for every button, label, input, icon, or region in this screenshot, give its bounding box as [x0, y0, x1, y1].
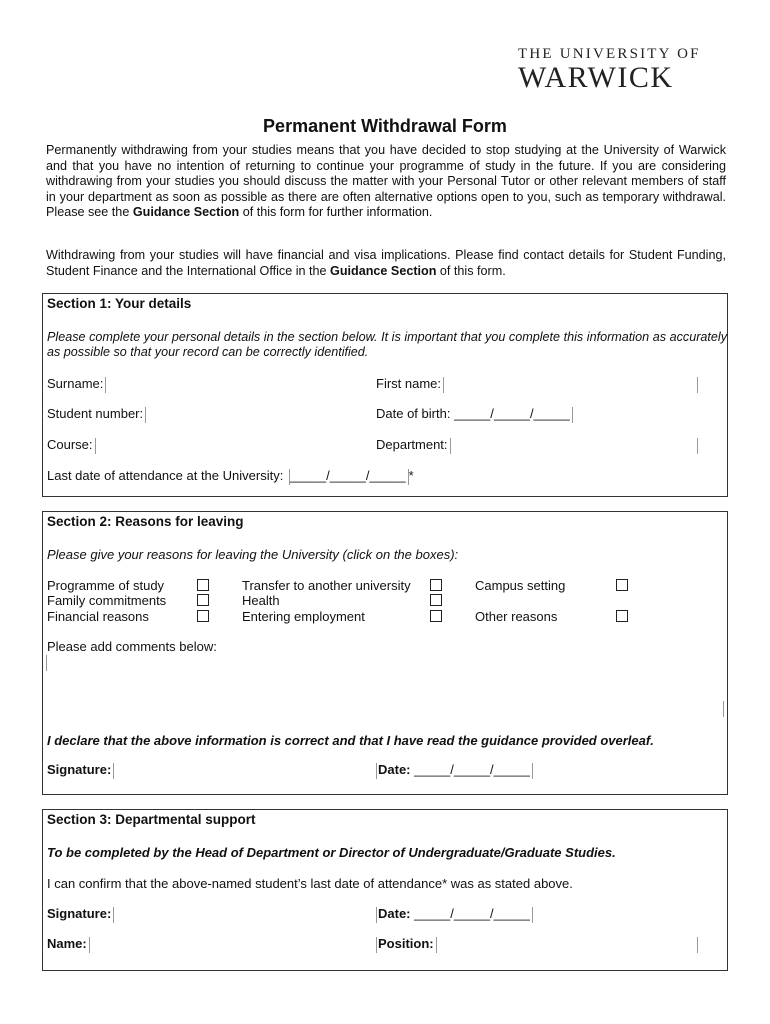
university-logo — [518, 46, 708, 93]
reason-employment-label: Entering employment — [242, 609, 365, 624]
section-3-position-input[interactable] — [436, 937, 437, 953]
reason-other-label: Other reasons — [475, 609, 558, 624]
reason-health-label: Health — [242, 593, 280, 608]
section-2-signature-label: Signature: — [47, 762, 114, 779]
department-label: Department: — [376, 437, 451, 454]
section-3-name-input[interactable] — [89, 937, 90, 953]
section-3-title: Section 3: Departmental support — [47, 812, 256, 827]
dob-label: Date of birth: _____/_____/_____ — [376, 406, 573, 423]
section-3-name-label: Name: — [47, 936, 90, 953]
section-3-box — [42, 809, 728, 971]
reason-family-label: Family commitments — [47, 593, 167, 608]
position-input-end — [697, 937, 698, 953]
intro-paragraph-1: Permanently withdrawing from your studies means that you have decided to stop studying at the University of Warwick and that you have no intention of returning to continue your programme of study in the future. If you are considering withdrawing from your studies you should discuss the matter with your Personal Tutor or other relevant members of staff in your department as soon as possible as there are often alternative options open to you, such as temporary withdrawal. Please see the Guidance Section of this form for further information. — [46, 143, 726, 219]
last-date-label: Last date of attendance at the University: _____/_____/_____ * — [47, 468, 414, 483]
reason-campus-label: Campus setting — [475, 578, 566, 593]
section-2-signature-input[interactable] — [113, 763, 114, 779]
reason-programme-label: Programme of study — [47, 578, 165, 593]
first-name-label: First name: — [376, 376, 444, 393]
section-1-box — [42, 293, 728, 497]
form-title: Permanent Withdrawal Form — [263, 116, 507, 136]
logo-main-text: WARWICK — [518, 61, 674, 94]
section-3-signature-label: Signature: — [47, 906, 114, 923]
section-3-position-label: Position: — [376, 936, 437, 953]
reason-transfer-label: Transfer to another university — [242, 578, 411, 593]
course-label: Course: — [47, 437, 96, 454]
reason-employment-checkbox[interactable] — [430, 610, 442, 622]
declaration-text: I declare that the above information is correct and that I have read the guidance provided overleaf. — [47, 733, 654, 748]
section-2-date-input[interactable]: _____/_____/_____ — [414, 762, 530, 777]
student-number-input[interactable] — [145, 407, 146, 423]
section-3-confirm-text: I can confirm that the above-named student’s last date of attendance* was as stated above. — [47, 876, 573, 891]
section-2-instructions: Please give your reasons for leaving the University (click on the boxes): — [47, 547, 459, 562]
section-2-date-label: Date: _____/_____/_____ — [376, 762, 533, 779]
section-3-date-label: Date: _____/_____/_____ — [376, 906, 533, 923]
surname-input[interactable] — [105, 377, 106, 393]
student-number-label: Student number: — [47, 406, 146, 423]
surname-label: Surname: — [47, 376, 106, 393]
section-3-signature-input[interactable] — [113, 907, 114, 923]
first-name-input[interactable] — [443, 377, 444, 393]
reason-financial-label: Financial reasons — [47, 609, 149, 624]
section-3-date-input[interactable]: _____/_____/_____ — [414, 906, 530, 921]
department-input-end — [697, 438, 698, 454]
intro-paragraph-2: Withdrawing from your studies will have financial and visa implications. Please find contact details for Student Funding, Student Finance and the International Office in the Guidance Section of this form. — [46, 248, 726, 278]
comments-textarea[interactable] — [46, 655, 726, 717]
last-date-input[interactable]: _____/_____/_____ — [289, 468, 406, 483]
reason-programme-checkbox[interactable] — [197, 579, 209, 591]
section-3-instructions: To be completed by the Head of Department or Director of Undergraduate/Graduate Studies. — [47, 845, 616, 860]
comments-label: Please add comments below: — [47, 639, 217, 654]
dob-input[interactable]: _____/_____/_____ — [454, 406, 570, 421]
first-name-input-end — [697, 377, 698, 393]
reason-campus-checkbox[interactable] — [616, 579, 628, 591]
reason-transfer-checkbox[interactable] — [430, 579, 442, 591]
reason-other-checkbox[interactable] — [616, 610, 628, 622]
reason-health-checkbox[interactable] — [430, 594, 442, 606]
reason-family-checkbox[interactable] — [197, 594, 209, 606]
logo-top-text: THE UNIVERSITY OF — [518, 46, 701, 62]
section-2-box — [42, 511, 728, 795]
reason-financial-checkbox[interactable] — [197, 610, 209, 622]
section-2-title: Section 2: Reasons for leaving — [47, 514, 244, 529]
course-input[interactable] — [95, 438, 96, 454]
section-1-instructions: Please complete your personal details in the section below. It is important that you complete this information as accurately as possible so that your record can be correctly identified. — [47, 330, 727, 359]
section-1-title: Section 1: Your details — [47, 296, 192, 311]
department-input[interactable] — [450, 438, 451, 454]
